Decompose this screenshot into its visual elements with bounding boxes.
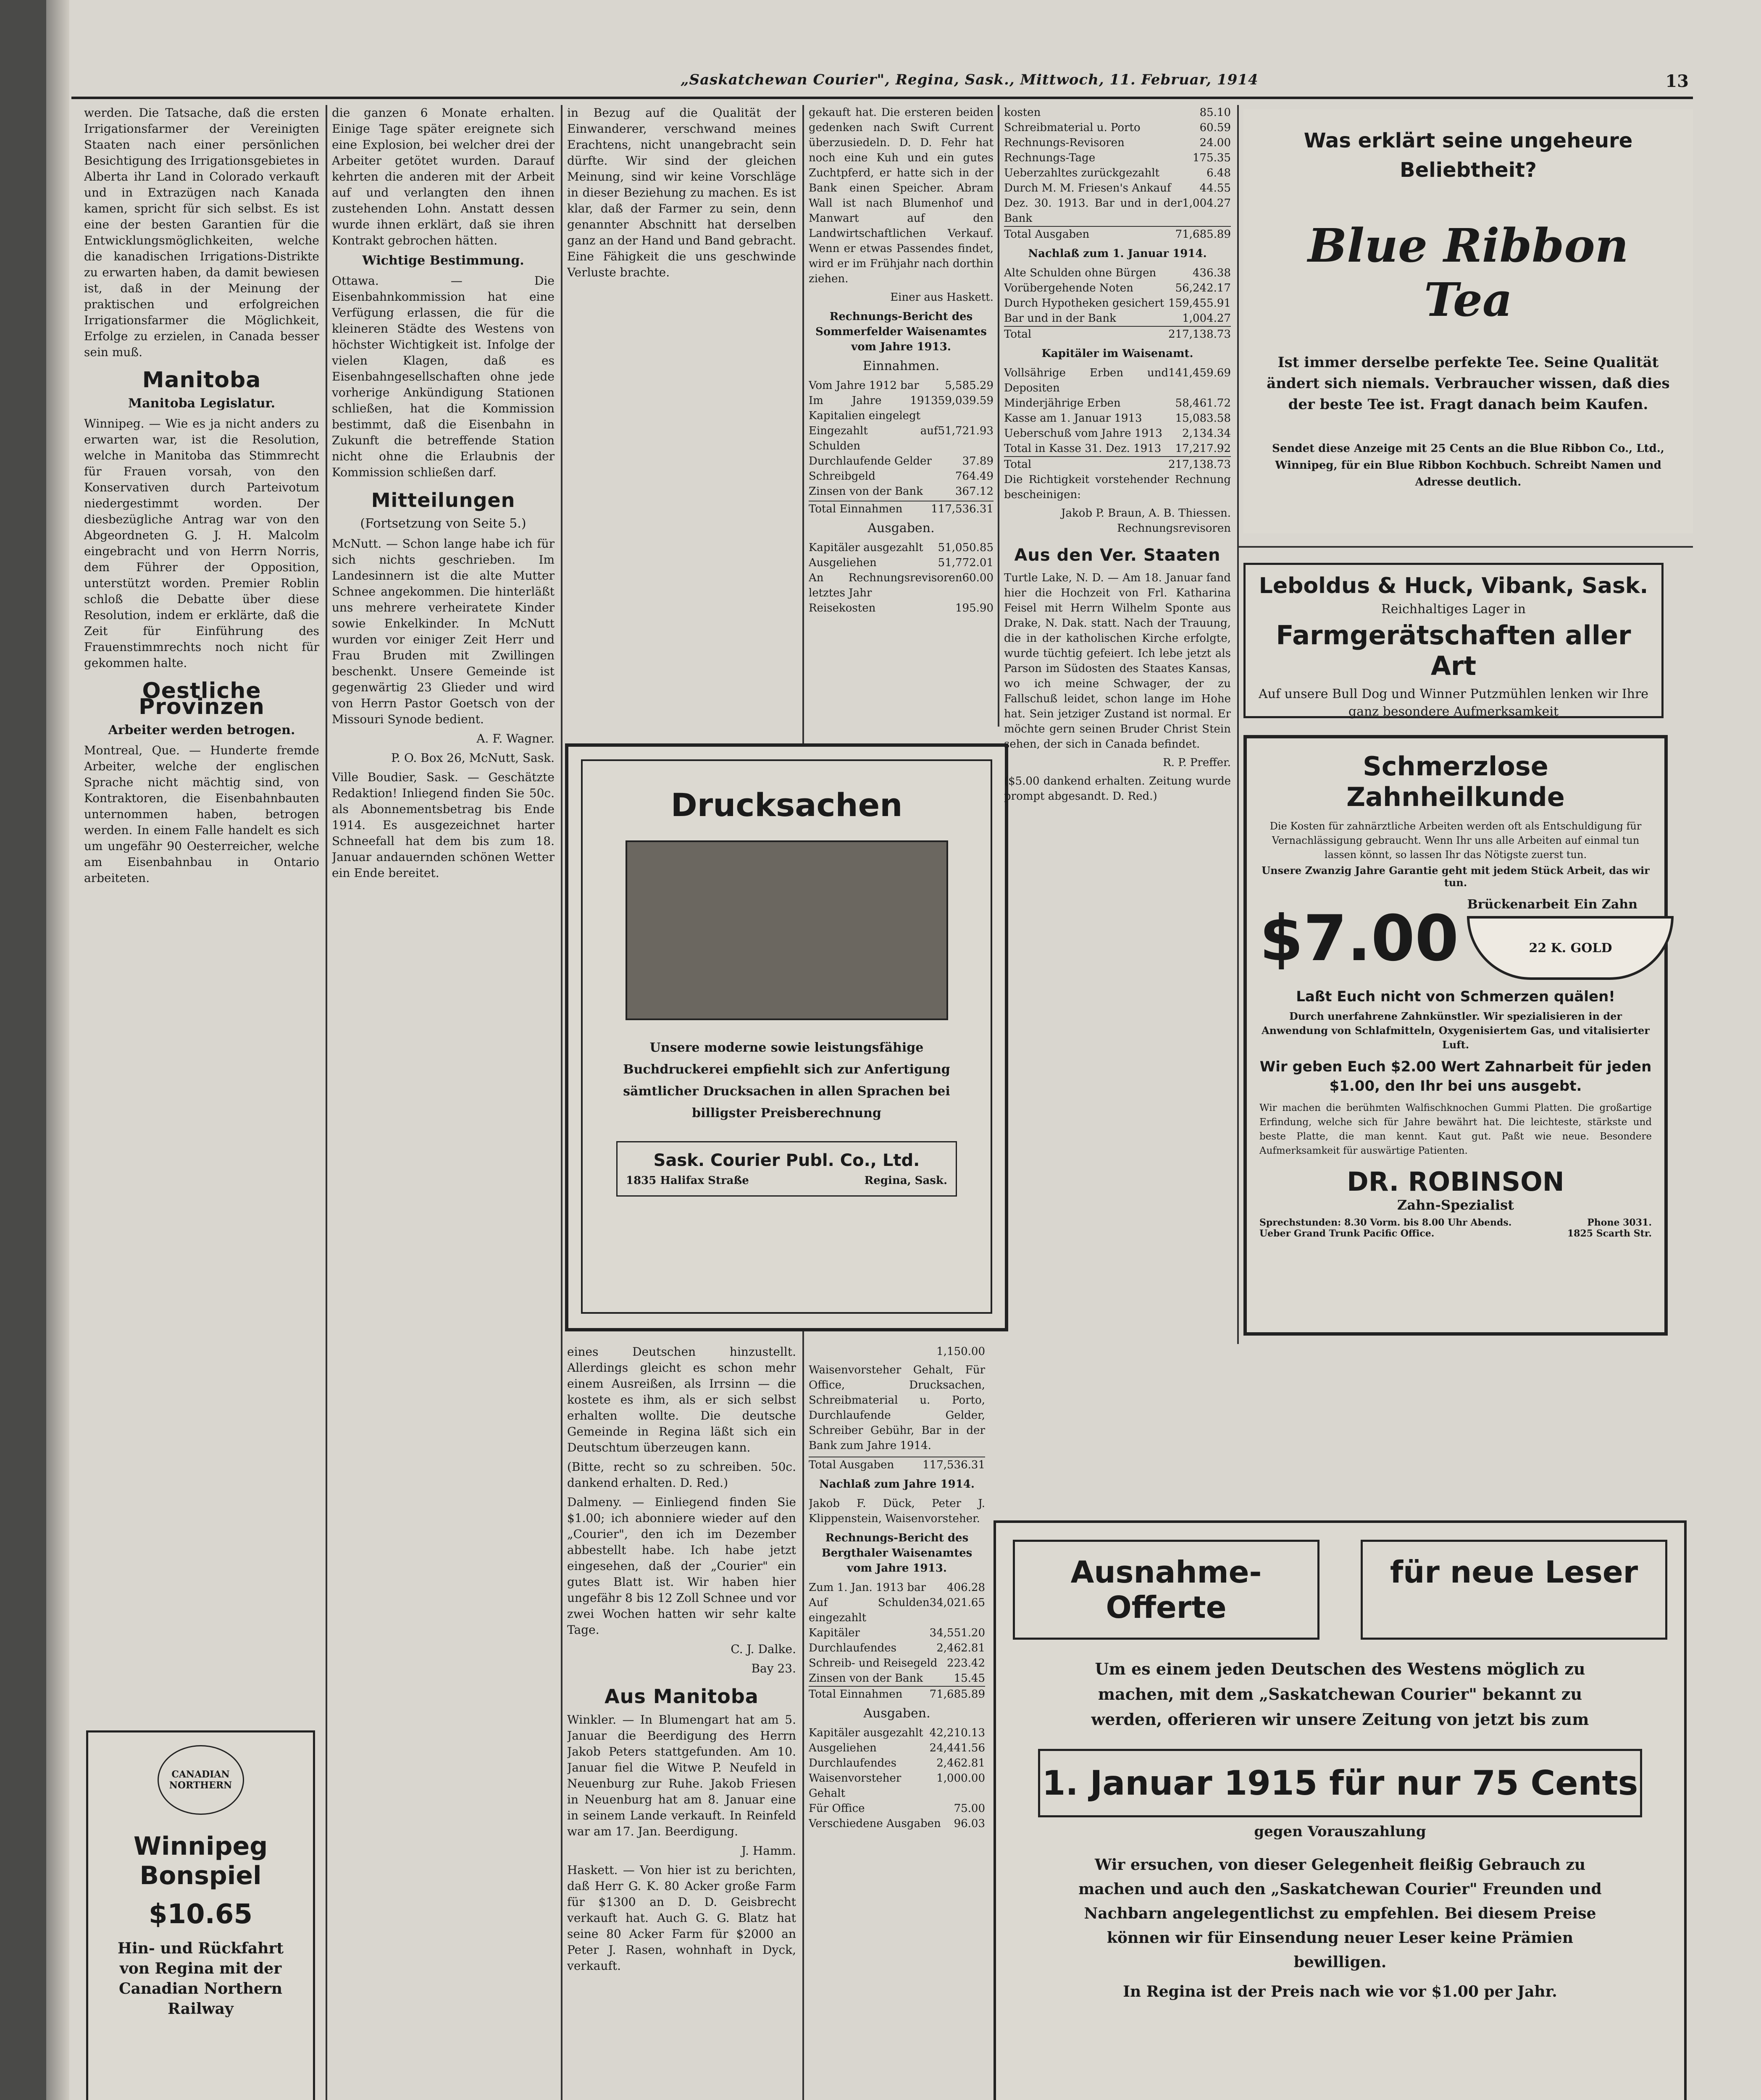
- report-row: [1004, 365, 1231, 396]
- report-total: 217,138.73: [1168, 458, 1231, 471]
- report-subheading: Nachlaß zum Jahre 1914.: [819, 1478, 975, 1491]
- row-value: 24.00: [1199, 136, 1231, 149]
- row-label: Kapitäler ausgezahlt: [809, 541, 923, 554]
- signature: A. F. Wagner.: [476, 732, 555, 746]
- row-label: Durch Hypotheken gesichert: [1004, 297, 1164, 310]
- article-text: in Bezug auf die Qualität der Einwanderer, verschwand meines Erachtens, nicht unangebracht sein dürfte. Wir sind der gleichen Meinung, sind wir keine Vorschläge in dieser Beziehung zu machen. Es ist klar, daß der Farmer zu sein, denn genannter Abschnitt hat derselben ganz an der Hand und Band gebracht. Eine Fähigkeit die uns geschwinde Verluste brachte.: [567, 106, 796, 279]
- ad-route: Hin- und Rückfahrt von Regina mit der Canadian Northern Railway: [118, 1940, 284, 2018]
- report-names: Jakob P. Braun, A. B. Thiessen. Rechnungsrevisoren: [1061, 507, 1231, 535]
- row-value: 2,134.34: [1182, 427, 1231, 440]
- row-label: Zinsen von der Bank: [809, 1672, 923, 1685]
- report-row: [809, 1641, 985, 1656]
- report-row: [1004, 165, 1231, 181]
- row-label: Im Jahre 1913 Kapitalien eingelegt: [809, 394, 938, 422]
- signature: Einer aus Haskett.: [890, 291, 994, 304]
- report-row: [809, 555, 994, 570]
- report-row: [1004, 181, 1231, 196]
- row-label: Verschiedene Ausgaben: [809, 1817, 941, 1830]
- scan-edge-shadow: [46, 0, 69, 2100]
- report-row: [809, 423, 994, 454]
- office-phone: Phone 3031.: [1587, 1217, 1652, 1228]
- row-value: 2,462.81: [936, 1642, 985, 1654]
- report-list: [1004, 105, 1231, 226]
- signature: J. Hamm.: [741, 1844, 796, 1858]
- row-value: 159,455.91: [1168, 297, 1231, 310]
- tooth-bridge-illustration: 22 K. GOLD: [1467, 916, 1674, 980]
- report-title: Rechnungs-Bericht des Sommerfelder Waisenamtes vom Jahre 1913.: [815, 310, 987, 353]
- row-value: 1,000.00: [936, 1772, 985, 1785]
- column-rule: [998, 105, 999, 727]
- row-value: 34,021.65: [929, 1596, 985, 1609]
- row-label: Zum 1. Jan. 1913 bar: [809, 1581, 926, 1594]
- report-row: [809, 378, 994, 393]
- column-1: [84, 105, 319, 1701]
- editor-note: (Bitte, recht so zu schreiben. 50c. dankend erhalten. D. Red.): [567, 1460, 796, 1490]
- row-label: Reisekosten: [809, 602, 876, 614]
- ad-headline: Farmgerätschaften aller Art: [1276, 620, 1631, 681]
- column-5: kosten 85.10 Schreibmaterial u. Porto 60.59 Rechnungs-Revisoren 24.00 Rechnungs-Tage 175.35 Ueberzahltes zurückgezahlt 6.48 Durch M. M. Friesen's Ankauf 44.55 Dez. 30. 1913. Bar und in der Bank 1,004.27 Total Ausgaben 71,685.89 Nachlaß zum 1. Januar 1914. Alte Schulden ohne Bürgen 436.38 Vorübergehende Noten 56,242.17 Durch Hypotheken gesichert 159,455.91 Bar und in der Bank 1,004.27 Total 217,138.73 Kapitäler im Waisenamt. Vollsährige Erben und Depositen 141,459.69 Minderjährige Erben 58,461.72 Kasse am 1. Januar 1913 15,083.58 Ueberschuß vom Jahre 1913 2,134.34 Total in Kasse 31. Dez. 1913 17,217.92 Total 217,138.73 Die Richtigkeit vorstehender Rechnung bescheinigen: Jakob P. Braun, A. B. Thiessen. Rechnungsrevisoren Aus den Ver. Staaten Turtle Lake, N. D. — Am 18. Januar fand hier die Hochzeit von Frl. Katharina Feisel mit Herrn Wilhelm Sponte aus Drake, N. Dak. statt. Nach der Trauung, die in der katholischen Kirche erfolgte, wurde tüchtig gefeiert. Ich lebe jetzt als Parson im Südosten des Staates Kansas, wo ich meine Schwager, der zu Fallschuß leidet, schon lange im Hohe hat. Sein jetziger Zustand ist normal. Er möchte gern seinen Bruder Christ Stein sehen, der sich in Canada befindet. R. P. Preffer. ($5.00 dankend erhalten. Zeitung wurde prompt abgesandt. D. Red.): [1004, 105, 1231, 1344]
- doctor-name: DR. ROBINSON: [1347, 1166, 1564, 1197]
- article-text: McNutt. — Schon lange habe ich für sich nichts geschrieben. Im Landesinnern ist die alte Mutter Schnee angekommen. Die hinterläßt uns mehrere verheiratete Kinder sowie Enkelkinder. In McNutt wurden vor einiger Zeit Herr und Frau Bruden mit Zwillingen beschenkt. Unsere Gemeinde ist gegenwärtig 23 Glieder und wird von Herrn Pastor Goetsch von der Missouri Synode bedient.: [332, 537, 555, 726]
- ad-payment-note: gegen Vorauszahlung: [1254, 1823, 1426, 1840]
- ad-regina-price: In Regina ist der Preis nach wie vor $1.00 per Jahr.: [1123, 1983, 1557, 2000]
- ad-body: Wir ersuchen, von dieser Gelegenheit fleißig Gebrauch zu machen und auch den „Saskatchewan Courier" Freunden und Nachbarn angelegentlichst zu empfehlen. Bei diesem Preise können wir für Einsendung neuer Leser keine Prämien bewilligen.: [1078, 1856, 1602, 1971]
- ad-subtitle: Reichhaltiges Lager in: [1381, 602, 1526, 617]
- row-value: 59,039.59: [938, 394, 994, 407]
- report-row: [809, 469, 994, 484]
- row-value: 15.45: [954, 1672, 985, 1685]
- row-label: Ueberzahltes zurückgezahlt: [1004, 167, 1160, 179]
- ad-text: Unsere moderne sowie leistungsfähige Buchdruckerei empfiehlt sich zur Anfertigung sämtlicher Drucksachen in allen Sprachen bei billigster Preisberechnung: [623, 1040, 950, 1121]
- bonspiel-ad: [86, 1730, 315, 2100]
- column-2: [332, 105, 555, 2100]
- signature: C. J. Dalke.: [731, 1642, 796, 1656]
- ad-question: Was erklärt seine ungeheure Beliebtheit?: [1304, 129, 1633, 182]
- ad-title: Drucksachen: [670, 786, 903, 824]
- ad-price: $7.00: [1259, 902, 1459, 975]
- article-text: Haskett. — Von hier ist zu berichten, daß Herr G. K. 80 Acker große Farm für $1300 an D. D. Geisbrecht verkauft hat. Auch G. G. Blatz hat seine 80 Acker Farm für $2000 an Peter J. Rasen, wohnhaft in Dyck, verkauft.: [567, 1863, 796, 1973]
- scan-edge: [0, 0, 46, 2100]
- row-value: 51,772.01: [938, 556, 994, 569]
- ad-title: Leboldus & Huck, Vibank, Sask.: [1259, 573, 1648, 598]
- article-text: die ganzen 6 Monate erhalten. Einige Tage später ereignete sich eine Explosion, bei welcher drei der Arbeiter getötet wurden. Darauf kehrten die anderen mit der Arbeit auf und verlangten den ihnen zustehenden Lohn. Anstatt dessen wurde ihnen erklärt, daß sie ihren Kontrakt gebrochen hätten.: [332, 106, 555, 247]
- row-label: Zinsen von der Bank: [809, 485, 923, 498]
- row-label: Kapitäler ausgezahlt: [809, 1727, 923, 1739]
- row-value: 17,217.92: [1175, 442, 1231, 455]
- ad-big-offer: 1. Januar 1915 für nur 75 Cents: [1038, 1749, 1642, 1817]
- report-row: [1004, 196, 1231, 226]
- company-city: Regina, Sask.: [864, 1174, 947, 1187]
- row-label: Rechnungs-Revisoren: [1004, 136, 1125, 149]
- row-label: Alte Schulden ohne Bürgen: [1004, 267, 1156, 279]
- report-total: 117,536.31: [923, 1459, 985, 1471]
- row-label: Für Office: [809, 1802, 865, 1815]
- row-value: 51,721.93: [938, 425, 994, 437]
- report-row: [1004, 311, 1231, 326]
- report-certification: Die Richtigkeit vorstehender Rechnung bescheinigen:: [1004, 473, 1231, 501]
- leboldus-ad: [1243, 563, 1664, 718]
- section-heading: Oestliche Provinzen: [139, 678, 265, 719]
- article-text: gekauft hat. Die ersteren beiden gedenken nach Swift Current überzusiedeln. D. D. Fehr hat noch eine Kuh und ein gutes Zuchtpferd, er hatte sich in der Bank einen Speicher. Abram Wall ist nach Blumenhof und Manwart auf den Landwirtschaftlichen Verkauf. Wenn er etwas Passendes findet, wird er im Frühjahr nach dorthin ziehen.: [809, 106, 994, 285]
- signature-address: Bay 23.: [751, 1662, 796, 1675]
- row-label: Ausgeliehen: [809, 1742, 877, 1754]
- report-row: [1004, 135, 1231, 150]
- column-rule: [561, 105, 562, 2100]
- printing-press-illustration: [626, 840, 948, 1020]
- row-value: 1,004.27: [1182, 312, 1231, 325]
- report-row: [809, 1580, 985, 1595]
- report-subheading: Einnahmen.: [862, 359, 940, 373]
- row-label: Vollsährige Erben und Depositen: [1004, 367, 1169, 394]
- article-text: Dalmeny. — Einliegend finden Sie $1.00; ich abonniere wieder auf den „Courier", den ich im Dezember abbestellt habe. Ich habe jetzt eingesehen, daß der „Courier" ein gutes Blatt ist. Wir haben hier ungefähr 8 bis 12 Zoll Schnee und vor zwei Wochen hatten wir sehr kalte Tage.: [567, 1495, 796, 1637]
- row-label: Ueberschuß vom Jahre 1913: [1004, 427, 1162, 440]
- row-label: Rechnungs-Tage: [1004, 152, 1096, 164]
- article-text: Ville Boudier, Sask. — Geschätzte Redaktion! Inliegend finden Sie 50c. als Abonnementsbetrag bis Ende 1914. Es ausgezeichnet harter Schneefall hat dem bis zum 18. Januar andauernden schönen Wetter ein Ende bereitet.: [332, 770, 555, 880]
- editor-note: ($5.00 dankend erhalten. Zeitung wurde prompt abgesandt. D. Red.): [1004, 775, 1231, 803]
- row-value: 1,004.27: [1182, 197, 1231, 210]
- report-subheading: Ausgaben.: [863, 1706, 930, 1721]
- section-heading: Mitteilungen: [371, 489, 515, 512]
- report-expense-list: [809, 540, 994, 616]
- subscription-offer-ad: [994, 1520, 1687, 2100]
- article-subheading: Manitoba Legislatur.: [128, 396, 276, 411]
- row-value: 436.38: [1193, 267, 1231, 279]
- row-value: 195.90: [955, 602, 994, 614]
- row-label: Kasse am 1. Januar 1913: [1004, 412, 1142, 425]
- report-row: [809, 1816, 985, 1831]
- row-label: Kapitäler: [809, 1627, 860, 1639]
- report-list: [1004, 365, 1231, 456]
- article-text: Turtle Lake, N. D. — Am 18. Januar fand hier die Hochzeit von Frl. Katharina Feisel mit Herrn Wilhelm Sponte aus Drake, N. Dak. statt. Nach der Trauung, die in der katholischen Kirche erfolgte, wurde tüchtig gefeiert. Ich lebe jetzt als Parson im Südosten des Staates Kansas, wo ich meine Schwager, der zu Fallschuß leidet, schon lange im Hohe hat. Sein jetziger Zustand ist normal. Er möchte gern seinen Bruder Christ Stein sehen, der sich in Canada befindet.: [1004, 572, 1231, 751]
- article-text: Montreal, Que. — Hunderte fremde Arbeiter, welche der englischen Sprache nicht mächtig sind, von Kontraktoren, die Eisenbahnbauten unternommen haben, betrogen werden. In einem Falle handelt es sich um ungefähr 90 Oesterreicher, welche am Eisenbahnbau in Ontario arbeiteten.: [84, 743, 319, 885]
- ad-text: Die Kosten für zahnärztliche Arbeiten werden oft als Entschuldigung für Vernachlässigung gebraucht. Wenn Ihr uns alle Arbeiten auf einmal tun lassen könnt, so lassen Ihr das Nötigste zuerst tun.: [1269, 820, 1642, 861]
- article-subheading: Arbeiter werden betrogen.: [108, 723, 295, 738]
- article-subheading: Wichtige Bestimmung.: [362, 253, 524, 268]
- ad-intro: Um es einem jeden Deutschen des Westens möglich zu machen, mit dem „Saskatchewan Courier" bekannt zu werden, offerieren wir unsere Zeitung von jetzt bis zum: [1091, 1659, 1589, 1729]
- dental-ad: [1243, 735, 1668, 1336]
- row-label: An Rechnungsrevisoren letztes Jahr: [809, 572, 962, 599]
- signature: R. P. Preffer.: [1163, 756, 1231, 769]
- ad-text: Durch unerfahrene Zahnkünstler. Wir spezialisieren in der Anwendung von Schlafmitteln, Oxygenisiertem Gas, und vitalisierter Luft.: [1262, 1010, 1650, 1051]
- ad-text: Auf unsere Bull Dog und Winner Putzmühlen lenken wir Ihre ganz besondere Aufmerksamkeit: [1258, 687, 1649, 719]
- ad-text: Ist immer derselbe perfekte Tee. Seine Qualität ändert sich niemals. Verbraucher wissen, daß dies der beste Tee ist. Fragt danach beim Kaufen.: [1267, 354, 1670, 413]
- page-header: [71, 67, 1693, 99]
- ad-title: Winnipeg Bonspiel: [133, 1832, 268, 1890]
- ad-headline-right: für neue Leser: [1361, 1540, 1667, 1640]
- row-value: 51,050.85: [938, 541, 994, 554]
- report-names: Jakob F. Dück, Peter J. Klippenstein, Waisenvorsteher.: [809, 1497, 985, 1525]
- balance-value: 1,150.00: [936, 1345, 985, 1358]
- ad-price: $10.65: [149, 1899, 252, 1930]
- row-label: Vorübergehende Noten: [1004, 282, 1133, 294]
- row-value: 2,462.81: [936, 1757, 985, 1769]
- office-street: 1825 Scarth Str.: [1567, 1228, 1652, 1239]
- row-value: 60.00: [962, 572, 994, 584]
- report-row: [809, 570, 994, 601]
- row-label: Vom Jahre 1912 bar: [809, 379, 919, 392]
- divider: [1237, 546, 1693, 548]
- report-row: [809, 1595, 985, 1625]
- row-value: 24,441.56: [929, 1742, 985, 1754]
- report-row: [1004, 265, 1231, 281]
- row-label: Durchlaufendes: [809, 1642, 897, 1654]
- column-rule: [326, 105, 327, 2100]
- column-rule: [1237, 105, 1239, 1344]
- report-row: [809, 1656, 985, 1671]
- column-3-top: [567, 105, 796, 727]
- ad-offer: Sendet diese Anzeige mit 25 Cents an die Blue Ribbon Co., Ltd., Winnipeg, für ein Blue Ribbon Kochbuch. Schreibt Namen und Adresse deutlich.: [1272, 442, 1664, 488]
- row-value: 5,585.29: [945, 379, 994, 392]
- report-row: [1004, 281, 1231, 296]
- report-row: [809, 454, 994, 469]
- report-row: [809, 1625, 985, 1641]
- report-row: [1004, 441, 1231, 456]
- report-row: [809, 1671, 985, 1686]
- report-row: [1004, 396, 1231, 411]
- tea-brand: Blue Ribbon Tea: [1308, 218, 1629, 327]
- row-value: 85.10: [1199, 106, 1231, 119]
- doctor-title: Zahn-Spezialist: [1397, 1197, 1514, 1213]
- row-label: Bar und in der Bank: [1004, 312, 1116, 325]
- section-heading: Manitoba: [142, 368, 261, 393]
- article-text: eines Deutschen hinzustellt. Allerdings gleicht es schon mehr einem Ausreißen, als Irrsinn — die kostete es ihm, als er sich selbst erhalten wollte. Die deutsche Gemeinde in Regina läßt sich ein Deutschtum überzeugen kann.: [567, 1345, 796, 1454]
- row-label: Auf Schulden eingezahlt: [809, 1596, 930, 1624]
- report-row: [809, 601, 994, 616]
- report-subheading: Ausgaben.: [867, 521, 935, 536]
- row-value: 75.00: [954, 1802, 985, 1815]
- report-row: [809, 1740, 985, 1756]
- column-3-bottom: [567, 1344, 796, 2100]
- ad-guarantee: Unsere Zwanzig Jahre Garantie geht mit jedem Stück Arbeit, das wir tun.: [1262, 864, 1650, 889]
- report-total: 117,536.31: [931, 503, 994, 515]
- report-row: [1004, 105, 1231, 120]
- report-income-list: [809, 378, 994, 499]
- row-value: 6.48: [1206, 167, 1231, 179]
- report-income-list: [809, 1580, 985, 1686]
- row-label: Waisenvorsteher Gehalt: [809, 1772, 902, 1800]
- row-value: 56,242.17: [1175, 282, 1231, 294]
- row-value: 44.55: [1199, 182, 1231, 194]
- ad-headline-left: Ausnahme-Offerte: [1013, 1540, 1319, 1640]
- row-label: Total in Kasse 31. Dez. 1913: [1004, 442, 1162, 455]
- row-value: 406.28: [947, 1581, 985, 1594]
- report-row: [809, 1771, 985, 1801]
- ad-slogan: Laßt Euch nicht von Schmerzen quälen!: [1296, 988, 1615, 1005]
- row-label: kosten: [1004, 106, 1041, 119]
- report-total: 71,685.89: [1175, 228, 1231, 241]
- row-value: 141,459.69: [1168, 367, 1231, 379]
- report-row: [809, 1756, 985, 1771]
- report-title: Rechnungs-Bericht des Bergthaler Waisenamtes vom Jahre 1913.: [821, 1532, 972, 1575]
- row-value: 34,551.20: [929, 1627, 985, 1639]
- report-row: [809, 540, 994, 555]
- row-label: Ausgeliehen: [809, 556, 877, 569]
- ad-title: Schmerzlose Zahnheilkunde: [1346, 751, 1565, 812]
- row-label: Durchlaufende Gelder: [809, 455, 932, 467]
- section-heading: Aus Manitoba: [605, 1685, 759, 1708]
- report-row: [1004, 150, 1231, 165]
- tea-ad: [1243, 109, 1693, 533]
- row-value: 37.89: [962, 455, 994, 467]
- row-label: Schreibgeld: [809, 470, 875, 483]
- report-row: [809, 393, 994, 423]
- column-4-top: gekauft hat. Die ersteren beiden gedenken nach Swift Current überzusiedeln. D. D. Fehr hat noch eine Kuh und ein gutes Zuchtpferd, er hatte sich in der Bank einen Speicher. Abram Wall ist nach Blumenhof und Manwart auf den Landwirtschaftlichen Verkauf. Wenn er etwas Passendes findet, wird er im Frühjahr nach dorthin ziehen. Einer aus Haskett. Rechnungs-Bericht des Sommerfelder Waisenamtes vom Jahre 1913. Einnahmen. Vom Jahre 1912 bar 5,585.29 Im Jahre 1913 Kapitalien eingelegt 59,039.59 Eingezahlt auf Schulden 51,721.93 Durchlaufende Gelder 37.89 Schreibgeld 764.49 Zinsen von der Bank 367.12 Total Einnahmen 117,536.31 Ausgaben. Kapitäler ausgezahlt 51,050.85 Ausgeliehen 51,772.01 An Rechnungsrevisoren letztes Jahr 60.00 Reisekosten 195.90: [809, 105, 994, 727]
- canadian-northern-logo: CANADIAN NORTHERN: [158, 1745, 244, 1815]
- ad-text: Wir machen die berühmten Walfischknochen Gummi Platten. Die großartige Erfindung, welche sich für Jahre bewährt hat. Die leichteste, stärkste und beste Platte, die man kennt. Kaut gut. Paßt wie neue. Besondere Aufmerksamkeit für auswärtige Patienten.: [1259, 1102, 1652, 1156]
- report-subheading: Kapitäler im Waisenamt.: [1041, 347, 1193, 360]
- ad-offer: Wir geben Euch $2.00 Wert Zahnarbeit für jeden $1.00, den Ihr bei uns ausgebt.: [1259, 1058, 1652, 1095]
- article-subheading: (Fortsetzung von Seite 5.): [360, 516, 526, 531]
- report-subheading: Nachlaß zum 1. Januar 1914.: [1028, 247, 1207, 260]
- column-4-bottom: 1,150.00 Waisenvorsteher Gehalt, Für Office, Drucksachen, Schreibmaterial u. Porto, Durchlaufende Gelder, Schreiber Gebühr, Bar in der Bank zum Jahre 1914. Total Ausgaben 117,536.31 Nachlaß zum Jahre 1914. Jakob F. Dück, Peter J. Klippenstein, Waisenvorsteher. Rechnungs-Bericht des Bergthaler Waisenamtes vom Jahre 1913. Zum 1. Jan. 1913 bar 406.28 Auf Schulden eingezahlt 34,021.65 Kapitäler 34,551.20 Durchlaufendes 2,462.81 Schreib- und Reisegeld 223.42 Zinsen von der Bank 15.45 Total Einnahmen 71,685.89 Ausgaben. Kapitäler ausgezahlt 42,210.13 Ausgeliehen 24,441.56 Durchlaufendes 2,462.81 Waisenvorsteher Gehalt 1,000.00 Für Office 75.00 Verschiedene Ausgaben 96.03: [809, 1344, 985, 2100]
- row-value: 42,210.13: [929, 1727, 985, 1739]
- printing-ad: [565, 743, 1008, 1331]
- report-row: [1004, 120, 1231, 135]
- row-label: Schreibmaterial u. Porto: [1004, 121, 1141, 134]
- report-row: [809, 1725, 985, 1740]
- row-value: 367.12: [955, 485, 994, 498]
- article-text: Ottawa. — Die Eisenbahnkommission hat eine Verfügung erlassen, die für die kleineren Städte des Westens von höchster Wichtigkeit ist. Infolge der vielen Klagen, daß es Eisenbahngesellschaften ohne jede vorherige Ankündigung Stationen schließen, hat die Kommission bestimmt, daß die Eisenbahn in Zukunft die betreffende Station nicht ohne die Erlaubnis der Kommission schließen darf.: [332, 274, 555, 479]
- row-value: 175.35: [1193, 152, 1231, 164]
- article-text: Winkler. — In Blumengart hat am 5. Januar die Beerdigung des Herrn Jakob Peters stattgefunden. Am 10. Januar fiel die Witwe P. Neufeld in Neuenburg zur Ruhe. Jakob Friesen in Neuenburg hat am 8. Januar eine in seinem Lande verkauft. In Reinfeld war am 17. Jan. Beerdigung.: [567, 1713, 796, 1838]
- row-label: Minderjährige Erben: [1004, 397, 1121, 410]
- article-text: Winnipeg. — Wie es ja nicht anders zu erwarten war, ist die Resolution, welche in Manitoba das Stimmrecht für Frauen vorsah, von den Konservativen durch Parteivotum niedergestimmt worden. Der diesbezügliche Antrag war von den Abgeordneten G. J. H. Malcolm eingebracht und von Herrn Norris, dem Führer der Opposition, unterstützt worden. Premier Roblin schloß die Debatte über diese Resolution, indem er erklärte, daß die Zeit für Einführung des Frauenstimmrechts noch nicht für gekommen halte.: [84, 417, 319, 670]
- article-text: Waisenvorsteher Gehalt, Für Office, Drucksachen, Schreibmaterial u. Porto, Durchlaufende Gelder, Schreiber Gebühr, Bar in der Bank zum Jahre 1914.: [809, 1364, 985, 1452]
- report-total: 217,138.73: [1168, 328, 1231, 341]
- row-label: Durchlaufendes: [809, 1757, 897, 1769]
- row-value: 764.49: [955, 470, 994, 483]
- row-value: 223.42: [947, 1657, 985, 1670]
- report-expense-list: [809, 1725, 985, 1831]
- row-value: 96.03: [954, 1817, 985, 1830]
- page-number: 13: [1665, 71, 1689, 91]
- signature-address: P. O. Box 26, McNutt, Sask.: [391, 751, 555, 765]
- section-heading: Aus den Ver. Staaten: [1014, 546, 1221, 565]
- report-total: 71,685.89: [929, 1688, 985, 1701]
- row-value: 58,461.72: [1175, 397, 1231, 410]
- report-row: [809, 1801, 985, 1816]
- row-value: 60.59: [1199, 121, 1231, 134]
- office-hours: Sprechstunden: 8.30 Vorm. bis 8.00 Uhr Abends.: [1259, 1217, 1512, 1228]
- article-text: werden. Die Tatsache, daß die ersten Irrigationsfarmer der Vereinigten Staaten nach einer persönlichen Besichtigung des Irrigationsgebietes in Alberta ihr Land in Colorado verkauft und in Extrazügen nach Kanada kamen, spricht für sich selbst. Es ist eine der besten Garantien für die Entwicklungsmöglichkeiten, welche die kanadischen Irrigations-Distrikte zu erwarten haben, da damit bewiesen ist, daß in der Meinung der praktischen und erfolgreichen Irrigationsfarmer die Möglichkeit, Erfolge zu erzielen, in Canada besser sein muß.: [84, 106, 319, 359]
- office-location: Ueber Grand Trunk Pacific Office.: [1259, 1228, 1435, 1239]
- report-row: [1004, 426, 1231, 441]
- masthead: „Saskatchewan Courier", Regina, Sask., Mittwoch, 11. Februar, 1914: [681, 71, 1259, 88]
- price-label: Brückenarbeit Ein Zahn: [1467, 897, 1637, 912]
- company-name: Sask. Courier Publ. Co., Ltd.: [653, 1151, 920, 1170]
- report-row: [809, 484, 994, 499]
- report-list: [1004, 265, 1231, 326]
- report-row: [1004, 411, 1231, 426]
- row-value: 15,083.58: [1175, 412, 1231, 425]
- company-address: 1835 Halifax Straße: [626, 1174, 749, 1187]
- row-label: Dez. 30. 1913. Bar und in der Bank: [1004, 197, 1183, 225]
- row-label: Durch M. M. Friesen's Ankauf: [1004, 182, 1171, 194]
- row-label: Schreib- und Reisegeld: [809, 1657, 938, 1670]
- row-label: Eingezahlt auf Schulden: [809, 425, 938, 452]
- report-row: [1004, 296, 1231, 311]
